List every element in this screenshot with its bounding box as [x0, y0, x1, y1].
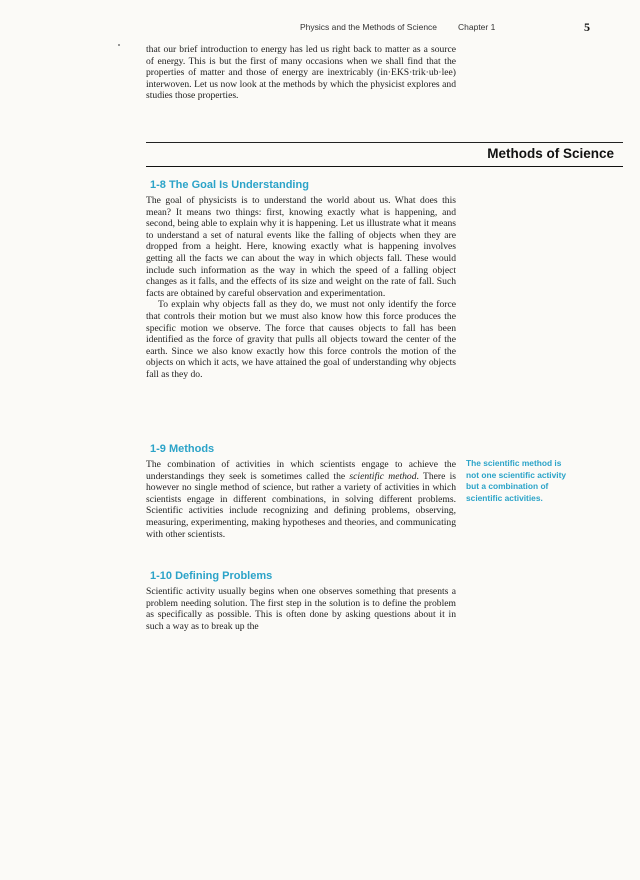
page-number: 5	[584, 20, 590, 34]
intro-paragraph-block	[146, 44, 456, 102]
heading-1-8: 1-8 The Goal Is Understanding	[150, 179, 309, 191]
margin-note-line: The scientific method is	[466, 458, 562, 468]
margin-note-line: but a combination of	[466, 481, 549, 492]
section-rule-top	[146, 142, 623, 143]
heading-1-9: 1-9 Methods	[150, 443, 215, 455]
section-rule-bottom	[146, 166, 623, 167]
stray-mark	[118, 44, 120, 46]
running-title: Physics and the Methods of Science	[300, 22, 438, 32]
paragraph	[146, 459, 456, 540]
paragraph-text: The combination of activities in which scientists engage to achieve the understandings they seek is sometimes called the	[146, 459, 456, 482]
section-title: Methods of Science	[487, 146, 614, 161]
margin-note	[466, 458, 594, 504]
margin-note-line: scientific activities.	[466, 492, 543, 503]
paragraph-text: . There is however no single method of science, but rather a variety of activities in which scientists engage in different combinations, in solving different problems. Scientific activities include recognizing and defining problems, observing, measuring, experimenting, making hypotheses and theories, and communicating with other scientists.	[146, 470, 457, 540]
running-head	[300, 20, 590, 36]
italic-term: scientific method	[349, 470, 417, 482]
section-1-10-body	[146, 586, 456, 632]
section-1-9-body	[146, 459, 456, 540]
paragraph: Scientific activity usually begins when one observes something that presents a problem needing solution. The first step in the solution is to define the problem as specifically as possible. This is often done by asking questions about it in such a way as to break up the	[146, 586, 456, 632]
margin-note-line: not one scientific activity	[466, 469, 567, 480]
section-1-8-body	[146, 195, 456, 381]
heading-1-10: 1-10 Defining Problems	[150, 570, 273, 582]
paragraph: The goal of physicists is to understand the world about us. What does this mean? It means two things: first, knowing exactly what is happening, and second, being able to explain why it is happening. Let us illustrate what it means to understand a set of natural events like the falling of objects when they are dropped from a height. Here, knowing exactly what is happening involves getting all the facts we can about the way in which objects fall. These would include such information as the way in which the speed of a falling object changes as it falls, and the effects of its size and weight on the rate of fall. Such facts are obtained by careful observation and experimentation.	[146, 195, 456, 299]
chapter-label: Chapter 1	[458, 22, 496, 32]
intro-paragraph: that our brief introduction to energy has led us right back to matter as a source of energy. This is but the first of many occasions when we shall find that the properties of matter and those of energy are inextricably (in·EKS·trik·ub·lee) interwoven. Let us now look at the methods by which the physicist explores and studies those properties.	[146, 44, 456, 102]
paragraph: To explain why objects fall as they do, we must not only identify the force that controls their motion but we must also know how this force produces the specific motion we observe. The force that causes objects to fall has been identified as the force of gravity that pulls all objects toward the center of the earth. Since we also know exactly how this force controls the motion of the objects on which it acts, we have attained the goal of understanding why objects fall as they do.	[146, 299, 456, 380]
